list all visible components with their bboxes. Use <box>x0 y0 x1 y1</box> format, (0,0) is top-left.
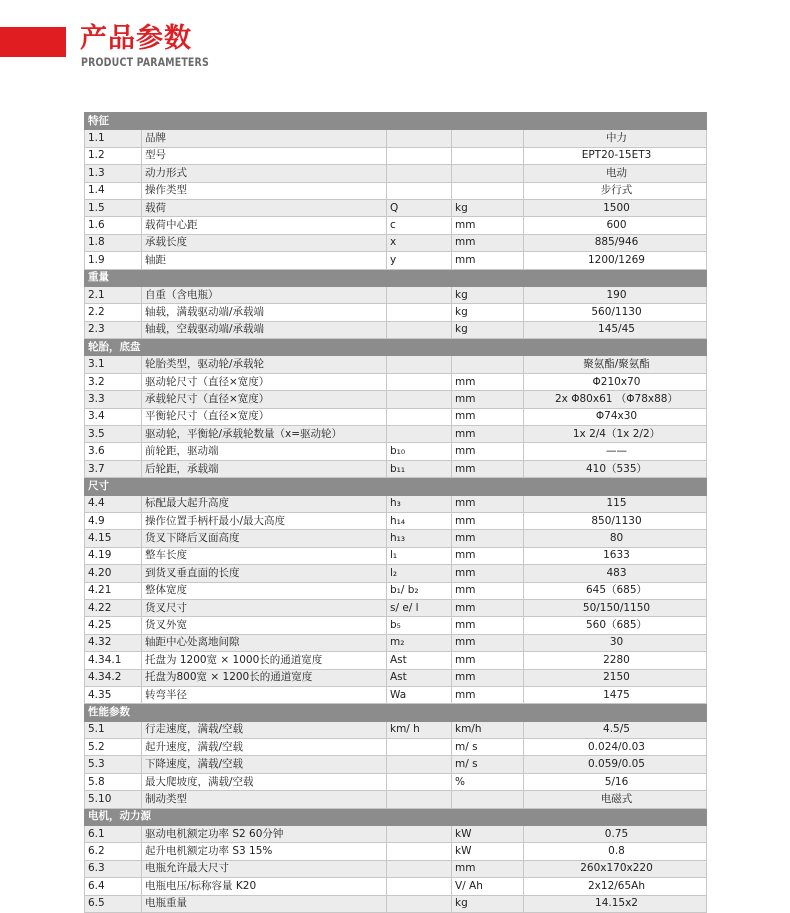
row-code: 2.1 <box>85 286 142 303</box>
row-code: 4.22 <box>85 599 142 616</box>
row-label: 品牌 <box>142 130 387 147</box>
row-value: 中力 <box>524 130 707 147</box>
row-unit <box>452 182 524 199</box>
table-row <box>85 652 707 669</box>
row-value: 190 <box>524 286 707 303</box>
row-symbol <box>387 147 452 164</box>
table-row <box>85 321 707 338</box>
row-label: 轴距 <box>142 252 387 269</box>
row-unit: kW <box>452 843 524 860</box>
page-subtitle: PRODUCT PARAMETERS <box>81 55 209 69</box>
table-row <box>85 617 707 634</box>
row-label: 前轮距，驱动端 <box>142 443 387 460</box>
row-unit: mm <box>452 582 524 599</box>
row-code: 4.21 <box>85 582 142 599</box>
row-label: 下降速度，满载/空载 <box>142 756 387 773</box>
row-code: 1.8 <box>85 234 142 251</box>
row-label: 承载长度 <box>142 234 387 251</box>
row-label: 操作类型 <box>142 182 387 199</box>
row-value: 1500 <box>524 199 707 216</box>
row-code: 1.3 <box>85 165 142 182</box>
row-symbol <box>387 356 452 373</box>
row-label: 型号 <box>142 147 387 164</box>
row-unit: km/h <box>452 721 524 738</box>
row-symbol <box>387 130 452 147</box>
section-title: 性能参数 <box>85 704 707 721</box>
row-code: 1.2 <box>85 147 142 164</box>
table-row <box>85 147 707 164</box>
row-value: 483 <box>524 565 707 582</box>
row-unit <box>452 356 524 373</box>
table-row <box>85 130 707 147</box>
row-symbol: Wa <box>387 686 452 703</box>
row-code: 4.34.2 <box>85 669 142 686</box>
row-unit <box>452 130 524 147</box>
row-symbol <box>387 860 452 877</box>
row-code: 3.2 <box>85 373 142 390</box>
row-label: 承载轮尺寸（直径×宽度） <box>142 391 387 408</box>
spec-table <box>84 112 707 913</box>
row-code: 6.3 <box>85 860 142 877</box>
section-header <box>85 478 707 495</box>
row-symbol <box>387 286 452 303</box>
row-symbol <box>387 739 452 756</box>
row-unit: mm <box>452 391 524 408</box>
row-unit: mm <box>452 530 524 547</box>
row-value: 30 <box>524 634 707 651</box>
table-row <box>85 826 707 843</box>
row-symbol <box>387 373 452 390</box>
row-unit: m/ s <box>452 739 524 756</box>
row-symbol <box>387 426 452 443</box>
row-unit: mm <box>452 669 524 686</box>
section-title: 轮胎，底盘 <box>85 339 707 356</box>
row-code: 5.2 <box>85 739 142 756</box>
table-row <box>85 373 707 390</box>
row-symbol <box>387 826 452 843</box>
row-label: 标配最大起升高度 <box>142 495 387 512</box>
row-value: 5/16 <box>524 773 707 790</box>
row-unit: mm <box>452 617 524 634</box>
accent-bar <box>0 27 66 57</box>
row-code: 5.1 <box>85 721 142 738</box>
table-row <box>85 512 707 529</box>
row-unit: mm <box>452 599 524 616</box>
row-label: 托盘为800宽 × 1200长的通道宽度 <box>142 669 387 686</box>
row-code: 4.34.1 <box>85 652 142 669</box>
table-row <box>85 391 707 408</box>
table-row <box>85 599 707 616</box>
row-value: 645（685） <box>524 582 707 599</box>
table-row <box>85 739 707 756</box>
row-value: Φ210x70 <box>524 373 707 390</box>
section-header <box>85 704 707 721</box>
section-title: 尺寸 <box>85 478 707 495</box>
row-value: 600 <box>524 217 707 234</box>
row-unit: kg <box>452 286 524 303</box>
row-label: 整体宽度 <box>142 582 387 599</box>
row-symbol <box>387 791 452 808</box>
row-symbol: c <box>387 217 452 234</box>
table-row <box>85 686 707 703</box>
row-value: 0.059/0.05 <box>524 756 707 773</box>
row-code: 4.15 <box>85 530 142 547</box>
table-row <box>85 443 707 460</box>
row-symbol: l₂ <box>387 565 452 582</box>
table-row <box>85 356 707 373</box>
row-code: 4.32 <box>85 634 142 651</box>
row-code: 3.4 <box>85 408 142 425</box>
row-code: 4.4 <box>85 495 142 512</box>
row-value: 4.5/5 <box>524 721 707 738</box>
table-row <box>85 304 707 321</box>
row-code: 4.35 <box>85 686 142 703</box>
row-unit: % <box>452 773 524 790</box>
row-unit: m/ s <box>452 756 524 773</box>
row-code: 4.25 <box>85 617 142 634</box>
row-code: 6.5 <box>85 895 142 912</box>
row-symbol: Q <box>387 199 452 216</box>
row-label: 电瓶重量 <box>142 895 387 912</box>
table-row <box>85 217 707 234</box>
row-symbol <box>387 304 452 321</box>
row-unit <box>452 147 524 164</box>
row-value: 50/150/1150 <box>524 599 707 616</box>
row-symbol <box>387 773 452 790</box>
page-title: 产品参数 <box>80 23 192 54</box>
row-label: 货叉下降后叉面高度 <box>142 530 387 547</box>
row-symbol: h₃ <box>387 495 452 512</box>
row-symbol: x <box>387 234 452 251</box>
row-label: 载荷中心距 <box>142 217 387 234</box>
row-label: 到货叉垂直面的长度 <box>142 565 387 582</box>
row-unit: mm <box>452 495 524 512</box>
row-value: 0.8 <box>524 843 707 860</box>
row-value: 1x 2/4（1x 2/2） <box>524 426 707 443</box>
row-code: 3.1 <box>85 356 142 373</box>
row-code: 2.2 <box>85 304 142 321</box>
section-title: 特征 <box>85 113 707 130</box>
row-value: 885/946 <box>524 234 707 251</box>
table-row <box>85 234 707 251</box>
row-label: 托盘为 1200宽 × 1000长的通道宽度 <box>142 652 387 669</box>
row-symbol: s/ e/ l <box>387 599 452 616</box>
row-code: 3.7 <box>85 460 142 477</box>
table-row <box>85 895 707 912</box>
row-value: 850/1130 <box>524 512 707 529</box>
row-value: 560（685） <box>524 617 707 634</box>
row-label: 起升速度，满载/空载 <box>142 739 387 756</box>
table-row <box>85 843 707 860</box>
row-label: 货叉外宽 <box>142 617 387 634</box>
row-unit <box>452 791 524 808</box>
row-symbol <box>387 756 452 773</box>
row-label: 轴载，满载驱动端/承载端 <box>142 304 387 321</box>
row-label: 最大爬坡度，满载/空载 <box>142 773 387 790</box>
row-label: 转弯半径 <box>142 686 387 703</box>
section-title: 电机，动力源 <box>85 808 707 825</box>
row-value: 电磁式 <box>524 791 707 808</box>
row-symbol <box>387 895 452 912</box>
table-row <box>85 860 707 877</box>
row-value: 聚氨酯/聚氨酯 <box>524 356 707 373</box>
section-title: 重量 <box>85 269 707 286</box>
row-symbol <box>387 165 452 182</box>
row-code: 3.6 <box>85 443 142 460</box>
row-unit: mm <box>452 217 524 234</box>
row-code: 3.3 <box>85 391 142 408</box>
row-label: 行走速度，满载/空载 <box>142 721 387 738</box>
table-row <box>85 252 707 269</box>
row-unit: mm <box>452 252 524 269</box>
row-unit: kg <box>452 304 524 321</box>
section-header <box>85 269 707 286</box>
row-unit <box>452 165 524 182</box>
table-row <box>85 878 707 895</box>
row-symbol <box>387 843 452 860</box>
section-header <box>85 113 707 130</box>
row-symbol: h₁₄ <box>387 512 452 529</box>
row-value: 2x12/65Ah <box>524 878 707 895</box>
table-row <box>85 165 707 182</box>
row-symbol <box>387 408 452 425</box>
row-value: 2280 <box>524 652 707 669</box>
row-symbol <box>387 182 452 199</box>
row-unit: mm <box>452 234 524 251</box>
row-code: 4.20 <box>85 565 142 582</box>
table-row <box>85 773 707 790</box>
row-value: 560/1130 <box>524 304 707 321</box>
row-label: 整车长度 <box>142 547 387 564</box>
row-unit: kg <box>452 321 524 338</box>
section-header <box>85 339 707 356</box>
table-row <box>85 547 707 564</box>
row-value: 80 <box>524 530 707 547</box>
row-label: 轴载，空载驱动端/承载端 <box>142 321 387 338</box>
row-unit: mm <box>452 512 524 529</box>
row-label: 自重（含电瓶） <box>142 286 387 303</box>
table-row <box>85 582 707 599</box>
row-code: 5.3 <box>85 756 142 773</box>
row-unit: mm <box>452 408 524 425</box>
table-row <box>85 756 707 773</box>
row-label: 驱动轮，平衡轮/承载轮数量（x=驱动轮） <box>142 426 387 443</box>
row-unit: mm <box>452 565 524 582</box>
row-value: 410（535） <box>524 460 707 477</box>
row-value: 115 <box>524 495 707 512</box>
row-code: 4.19 <box>85 547 142 564</box>
table-row <box>85 495 707 512</box>
row-label: 轴距中心处离地间隙 <box>142 634 387 651</box>
row-unit: V/ Ah <box>452 878 524 895</box>
row-unit: kW <box>452 826 524 843</box>
row-symbol: km/ h <box>387 721 452 738</box>
section-header <box>85 808 707 825</box>
row-label: 平衡轮尺寸（直径×宽度） <box>142 408 387 425</box>
row-label: 动力形式 <box>142 165 387 182</box>
row-code: 2.3 <box>85 321 142 338</box>
row-label: 轮胎类型，驱动轮/承载轮 <box>142 356 387 373</box>
row-unit: mm <box>452 547 524 564</box>
row-label: 驱动轮尺寸（直径×宽度） <box>142 373 387 390</box>
row-symbol: b₁₀ <box>387 443 452 460</box>
row-value: 1633 <box>524 547 707 564</box>
row-symbol: b₅ <box>387 617 452 634</box>
row-symbol <box>387 878 452 895</box>
table-row <box>85 530 707 547</box>
row-value: 2x Φ80x61 （Φ78x88） <box>524 391 707 408</box>
row-value: EPT20-15ET3 <box>524 147 707 164</box>
row-value: 步行式 <box>524 182 707 199</box>
table-row <box>85 791 707 808</box>
row-label: 电瓶电压/标称容量 K20 <box>142 878 387 895</box>
row-label: 后轮距，承载端 <box>142 460 387 477</box>
row-code: 1.6 <box>85 217 142 234</box>
row-symbol: b₁₁ <box>387 460 452 477</box>
row-code: 5.8 <box>85 773 142 790</box>
row-code: 1.4 <box>85 182 142 199</box>
row-value: 0.75 <box>524 826 707 843</box>
row-code: 1.5 <box>85 199 142 216</box>
row-code: 6.2 <box>85 843 142 860</box>
row-symbol <box>387 391 452 408</box>
row-value: 260x170x220 <box>524 860 707 877</box>
row-code: 5.10 <box>85 791 142 808</box>
row-unit: mm <box>452 443 524 460</box>
row-code: 3.5 <box>85 426 142 443</box>
row-value: 14.15x2 <box>524 895 707 912</box>
row-code: 6.1 <box>85 826 142 843</box>
table-row <box>85 634 707 651</box>
row-unit: mm <box>452 373 524 390</box>
row-value: 1200/1269 <box>524 252 707 269</box>
row-label: 起升电机额定功率 S3 15% <box>142 843 387 860</box>
row-value: —— <box>524 443 707 460</box>
row-unit: mm <box>452 686 524 703</box>
row-value: 电动 <box>524 165 707 182</box>
row-unit: mm <box>452 426 524 443</box>
row-symbol: m₂ <box>387 634 452 651</box>
table-row <box>85 408 707 425</box>
row-label: 载荷 <box>142 199 387 216</box>
row-symbol: Ast <box>387 669 452 686</box>
row-code: 1.1 <box>85 130 142 147</box>
row-label: 货叉尺寸 <box>142 599 387 616</box>
row-symbol: y <box>387 252 452 269</box>
row-label: 制动类型 <box>142 791 387 808</box>
row-symbol: b₁/ b₂ <box>387 582 452 599</box>
row-value: 145/45 <box>524 321 707 338</box>
row-code: 6.4 <box>85 878 142 895</box>
row-unit: kg <box>452 895 524 912</box>
row-label: 驱动电机额定功率 S2 60分钟 <box>142 826 387 843</box>
row-symbol: Ast <box>387 652 452 669</box>
table-row <box>85 199 707 216</box>
row-label: 操作位置手柄杆最小/最大高度 <box>142 512 387 529</box>
row-unit: mm <box>452 652 524 669</box>
row-symbol: h₁₃ <box>387 530 452 547</box>
row-symbol <box>387 321 452 338</box>
row-value: 2150 <box>524 669 707 686</box>
table-row <box>85 426 707 443</box>
row-symbol: l₁ <box>387 547 452 564</box>
table-row <box>85 460 707 477</box>
table-row <box>85 669 707 686</box>
row-code: 1.9 <box>85 252 142 269</box>
row-value: 1475 <box>524 686 707 703</box>
row-unit: mm <box>452 634 524 651</box>
row-value: 0.024/0.03 <box>524 739 707 756</box>
table-row <box>85 721 707 738</box>
row-unit: mm <box>452 860 524 877</box>
row-unit: mm <box>452 460 524 477</box>
table-row <box>85 565 707 582</box>
row-code: 4.9 <box>85 512 142 529</box>
table-row <box>85 182 707 199</box>
row-value: Φ74x30 <box>524 408 707 425</box>
table-row <box>85 286 707 303</box>
row-unit: kg <box>452 199 524 216</box>
row-label: 电瓶允许最大尺寸 <box>142 860 387 877</box>
